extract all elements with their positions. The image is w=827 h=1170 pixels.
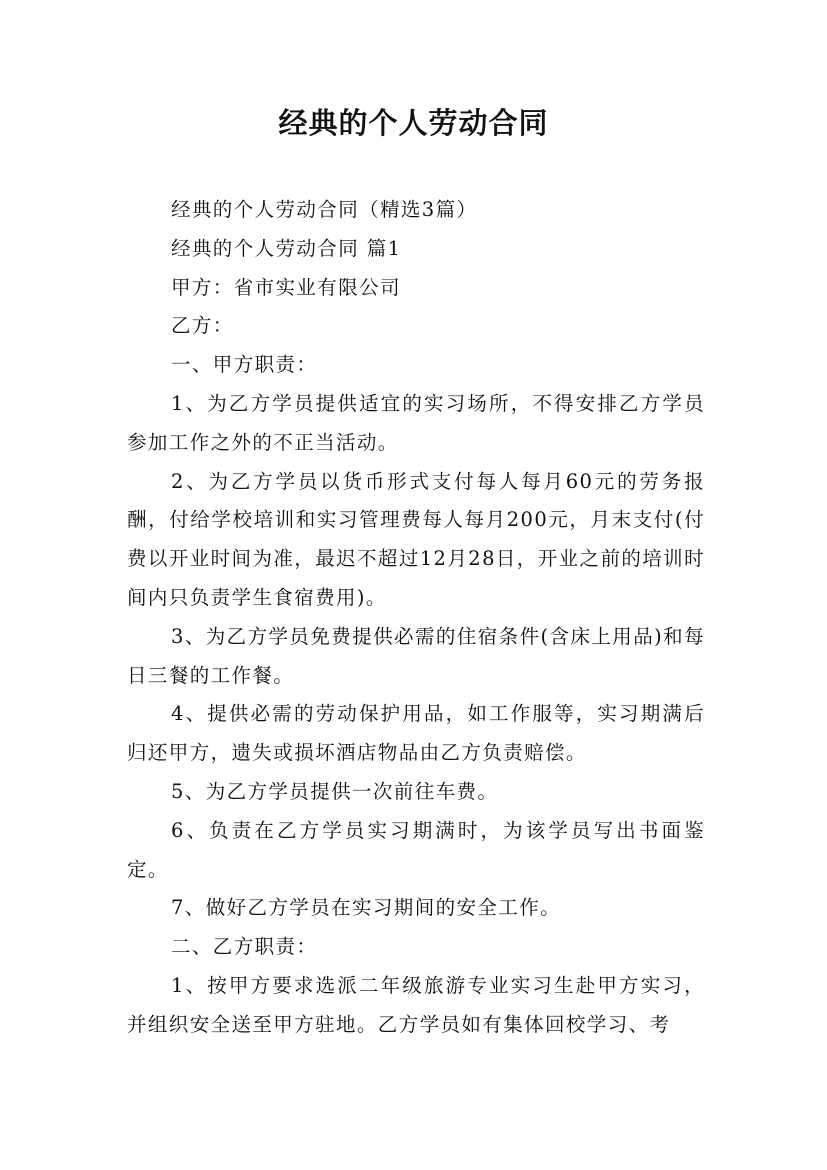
paragraph: 5、为乙方学员提供一次前往车费。 xyxy=(171,779,499,803)
paragraph: 4、提供必需的劳动保护用品，如工作服等，实习期满后归还甲方，遗失或损坏酒店物品由乙方负责赔偿。 xyxy=(127,702,705,765)
paragraph: 乙方： xyxy=(171,314,234,338)
paragraph: 6、负责在乙方学员实习期满时，为该学员写出书面鉴定。 xyxy=(127,818,705,881)
paragraph: 一、甲方职责： xyxy=(171,353,318,377)
document-body xyxy=(127,191,705,1045)
paragraph: 2、为乙方学员以货币形式支付每人每月60元的劳务报酬，付给学校培训和实习管理费每人每月200元，月末支付(付费以开业时间为准，最迟不超过12月28日，开业之前的培训时间内只负责学生食宿费用)。 xyxy=(127,469,705,609)
document-title: 经典的个人劳动合同 xyxy=(278,106,549,140)
paragraph: 二、乙方职责： xyxy=(171,935,318,959)
paragraph: 7、做好乙方学员在实习期间的安全工作。 xyxy=(171,896,562,920)
paragraph: 经典的个人劳动合同（精选3篇） xyxy=(171,198,478,221)
paragraph: 1、为乙方学员提供适宜的实习场所，不得安排乙方学员参加工作之外的不正当活动。 xyxy=(127,391,705,454)
paragraph: 甲方：省市实业有限公司 xyxy=(171,275,401,299)
paragraph: 3、为乙方学员免费提供必需的住宿条件(含床上用品)和每日三餐的工作餐。 xyxy=(127,624,705,687)
paragraph: 经典的个人劳动合同 篇1 xyxy=(171,236,402,260)
paragraph: 1、按甲方要求选派二年级旅游专业实习生赴甲方实习，并组织安全送至甲方驻地。乙方学员如有集体回校学习、考 xyxy=(127,973,705,1036)
